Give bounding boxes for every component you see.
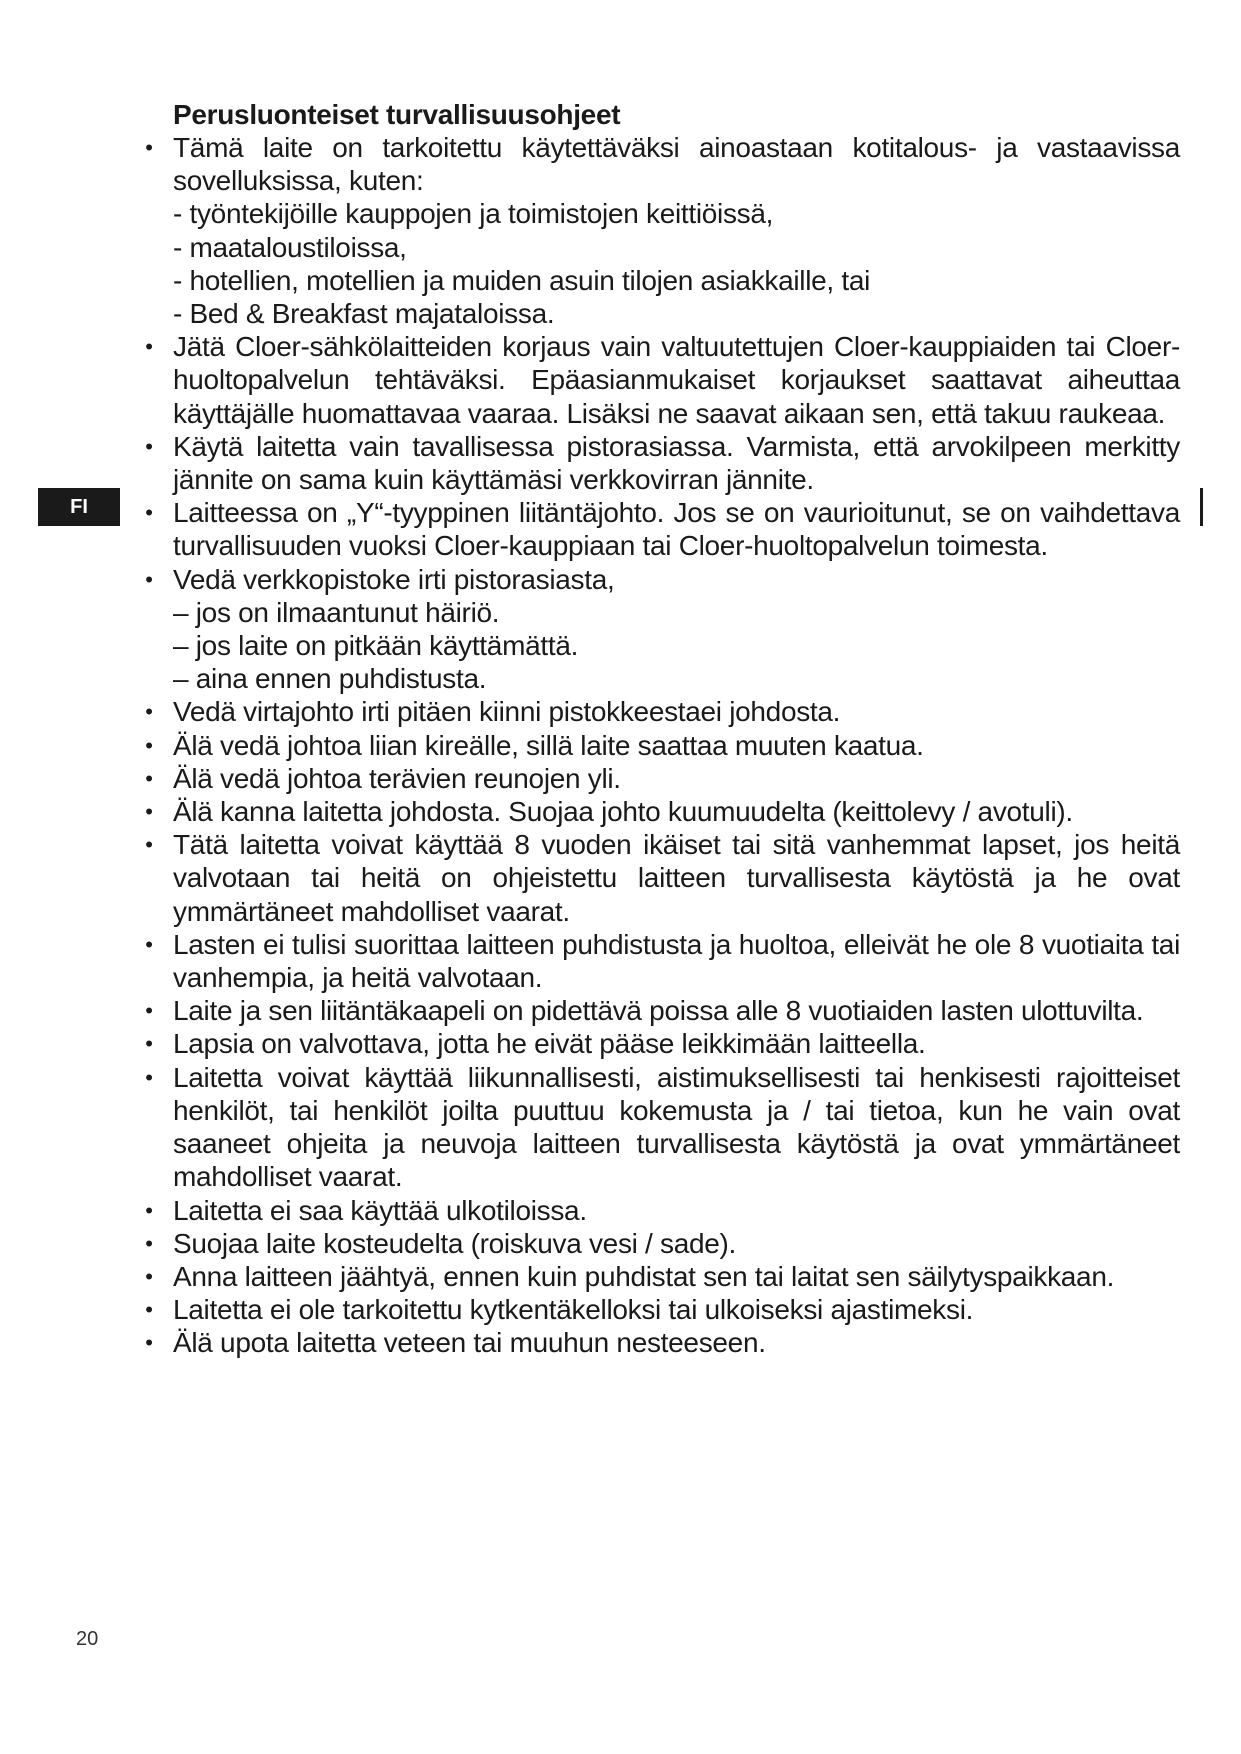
list-item xyxy=(140,131,1180,330)
bullet-text: Laitteessa on „Y“-tyyppinen liitäntäjohto. Jos se on vaurioitunut, se on vaihdettava turvallisuuden vuoksi Cloer-kauppiaan tai Cloer-huoltopalvelun toimesta. xyxy=(173,497,1180,562)
bullet-dot-icon: • xyxy=(145,1330,153,1356)
bullet-text: Suojaa laite kosteudelta (roiskuva vesi / sade). xyxy=(173,1227,737,1259)
bullet-dot-icon: • xyxy=(145,433,153,459)
bullet-dot-icon: • xyxy=(145,765,153,791)
bullet-text: Lapsia on valvottava, jotta he eivät pääse leikkimään laitteella. xyxy=(173,1028,926,1060)
bullet-text: Jätä Cloer-sähkölaitteiden korjaus vain valtuutettujen Cloer-kauppiaiden tai Cloer-huoltopalvelun tehtäväksi. Epäasianmukaiset korjaukset saattavat aiheuttaa käyttäjälle huomattavaa vaaraa. Lisäksi ne saavat aikaan sen, että takuu raukeaa. xyxy=(173,331,1180,429)
list-item xyxy=(140,695,1180,728)
list-item xyxy=(140,563,1180,696)
bullet-text: Laitetta ei saa käyttää ulkotiloissa. xyxy=(173,1194,587,1226)
language-tab: FI xyxy=(38,488,120,526)
bullet-dot-icon: • xyxy=(145,566,153,592)
bullet-dot-icon: • xyxy=(145,1031,153,1057)
list-item xyxy=(140,1061,1180,1194)
bullet-text: Laitetta voivat käyttää liikunnallisesti, aistimuksellisesti tai henkisesti rajoitteiset henkilöt, tai henkilöt joilta puuttuu kokemusta ja / tai tietoa, kun he vain ovat saaneet ohjeita ja neuvoja laitteen turvallisesta käytöstä ja ovat ymmärtäneet mahdolliset vaarat. xyxy=(173,1061,1180,1193)
bullet-text: Älä vedä johtoa terävien reunojen yli. xyxy=(173,762,621,794)
margin-marker xyxy=(1200,488,1203,526)
list-item xyxy=(140,1293,1180,1326)
list-item xyxy=(140,1027,1180,1060)
page-number: 20 xyxy=(76,1628,99,1650)
bullet-dot-icon: • xyxy=(145,334,153,360)
bullet-dot-icon: • xyxy=(145,135,153,160)
sub-item: – jos laite on pitkään käyttämättä. xyxy=(173,630,579,662)
bullet-text: Älä upota laitetta veteen tai muuhun nesteeseen. xyxy=(173,1327,766,1359)
list-item xyxy=(140,496,1180,562)
sub-item: - työntekijöille kauppojen ja toimistojen keittiöissä, xyxy=(173,198,774,230)
bullet-text: Anna laitteen jäähtyä, ennen kuin puhdistat sen tai laitat sen säilytyspaikkaan. xyxy=(173,1260,1115,1292)
bullet-text: Älä kanna laitetta johdosta. Suojaa johto kuumuudelta (keittolevy / avotuli). xyxy=(173,796,1073,828)
bullet-dot-icon: • xyxy=(145,1263,153,1289)
section-heading: Perusluonteiset turvallisuusohjeet xyxy=(173,99,621,130)
bullet-text: Laite ja sen liitäntäkaapeli on pidettävä poissa alle 8 vuotiaiden lasten ulottuvilta. xyxy=(173,995,1144,1027)
bullet-text: Laitetta ei ole tarkoitettu kytkentäkelloksi tai ulkoiseksi ajastimeksi. xyxy=(173,1294,974,1326)
bullet-text: Tämä laite on tarkoitettu käytettäväksi ainoastaan kotitalous- ja vastaavissa sovelluksissa, kuten: xyxy=(173,132,1180,197)
bullet-dot-icon: • xyxy=(145,699,153,725)
bullet-dot-icon: • xyxy=(145,1064,153,1090)
list-item xyxy=(140,330,1180,430)
sub-item: - maataloustiloissa, xyxy=(173,231,407,263)
list-item xyxy=(140,928,1180,994)
bullet-dot-icon: • xyxy=(145,1297,153,1323)
sub-item: - Bed & Breakfast majataloissa. xyxy=(173,298,555,330)
bullet-dot-icon: • xyxy=(145,998,153,1024)
bullet-dot-icon: • xyxy=(145,1197,153,1223)
bullet-dot-icon: • xyxy=(145,732,153,758)
bullet-dot-icon: • xyxy=(145,1230,153,1256)
safety-instructions xyxy=(140,98,1180,1360)
bullet-text: Lasten ei tulisi suorittaa laitteen puhdistusta ja huoltoa, elleivät he ole 8 vuotiaita tai vanhempia, ja heitä valvotaan. xyxy=(173,928,1180,994)
bullet-dot-icon: • xyxy=(145,832,153,858)
list-item xyxy=(140,828,1180,928)
bullet-text: Tätä laitetta voivat käyttää 8 vuoden ikäiset tai sitä vanhemmat lapset, jos heitä valvotaan tai heitä on ohjeistettu laitteen turvallisesta käytöstä ja he ovat ymmärtäneet mahdolliset vaarat. xyxy=(173,829,1180,927)
bullet-dot-icon: • xyxy=(145,500,153,526)
bullet-text: Käytä laitetta vain tavallisessa pistorasiassa. Varmista, että arvokilpeen merkitty jännite on sama kuin käyttämäsi verkkovirran jännite. xyxy=(173,430,1180,496)
bullet-text: Älä vedä johtoa liian kireälle, sillä laite saattaa muuten kaatua. xyxy=(173,729,924,761)
list-item xyxy=(140,1326,1180,1359)
list-item xyxy=(140,430,1180,496)
bullet-list xyxy=(140,131,1180,1360)
list-item xyxy=(140,1260,1180,1293)
list-item xyxy=(140,729,1180,762)
bullet-text: Vedä verkkopistoke irti pistorasiasta, xyxy=(173,563,615,595)
sub-item: – aina ennen puhdistusta. xyxy=(173,663,487,695)
bullet-text: Vedä virtajohto irti pitäen kiinni pistokkeestaei johdosta. xyxy=(173,696,841,728)
list-item xyxy=(140,762,1180,795)
sub-item: – jos on ilmaantunut häiriö. xyxy=(173,596,500,628)
list-item xyxy=(140,795,1180,828)
bullet-dot-icon: • xyxy=(145,799,153,825)
bullet-dot-icon: • xyxy=(145,931,153,957)
sub-item: - hotellien, motellien ja muiden asuin tilojen asiakkaille, tai xyxy=(173,264,871,296)
list-item xyxy=(140,1227,1180,1260)
list-item xyxy=(140,994,1180,1027)
list-item xyxy=(140,1194,1180,1227)
